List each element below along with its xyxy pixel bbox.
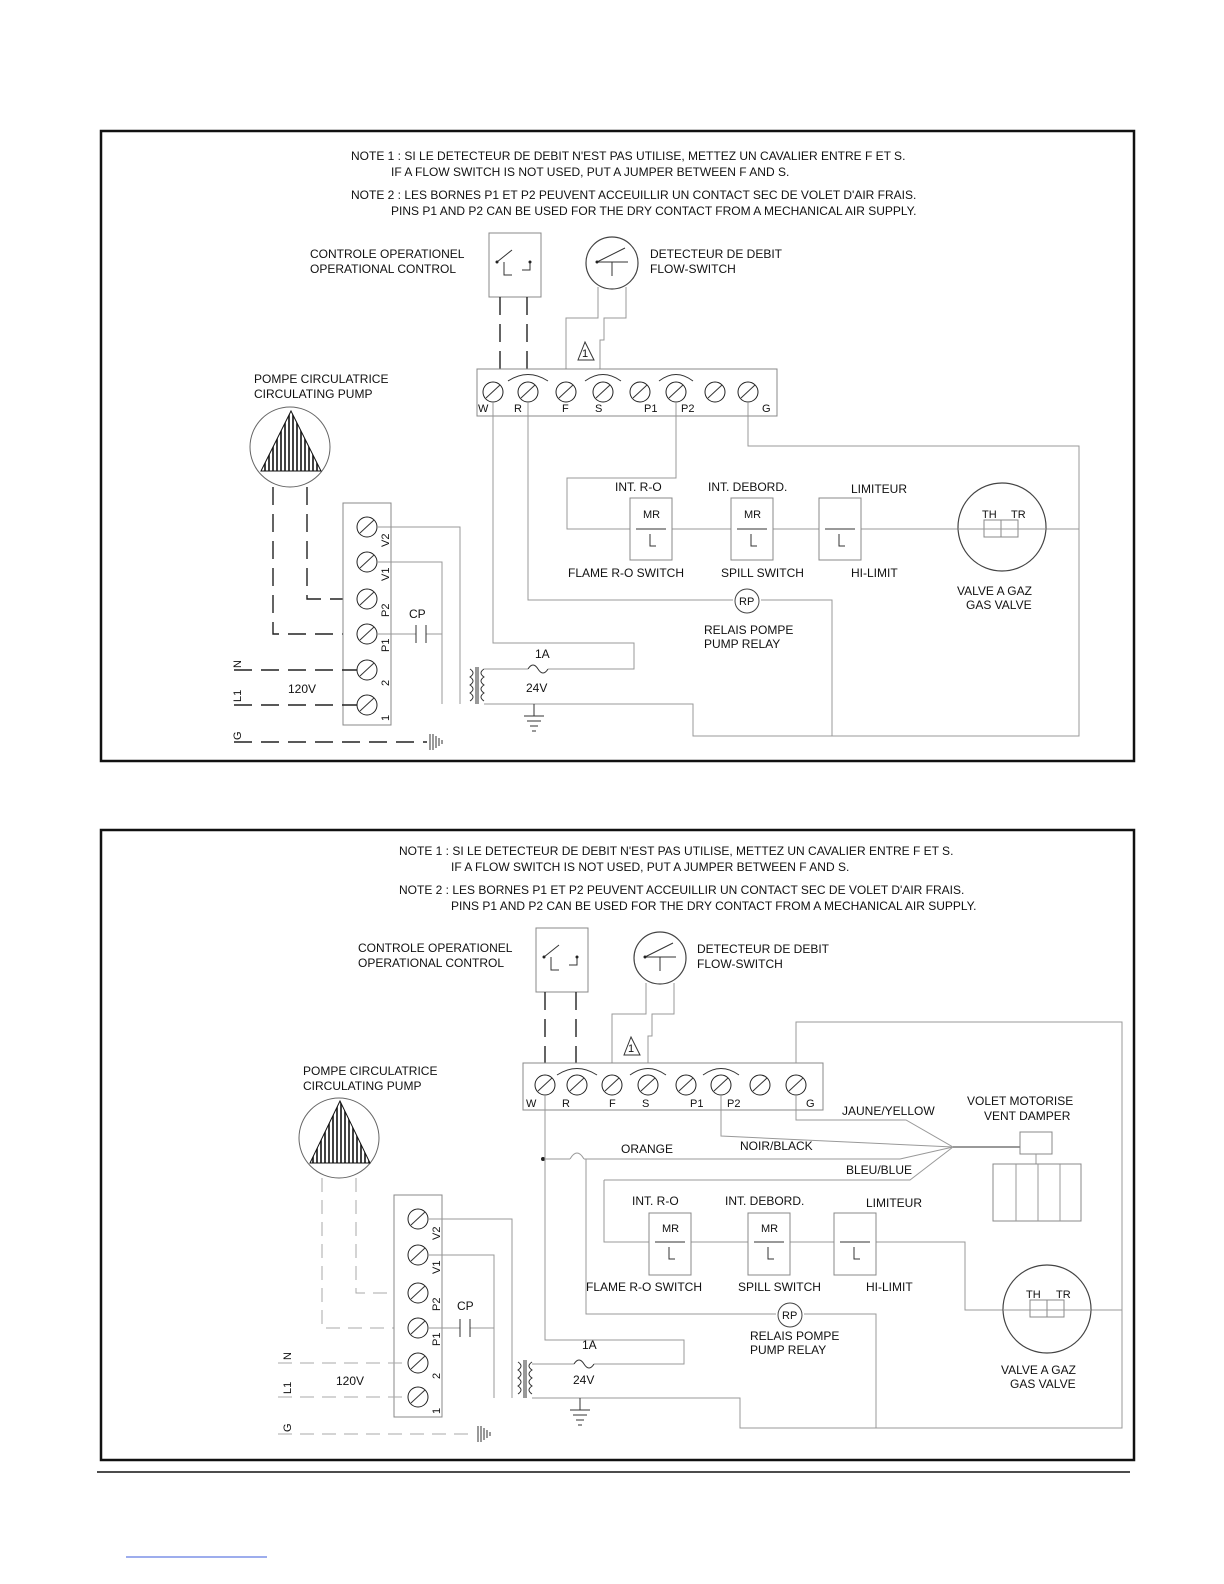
- pump-relay-label-fr: RELAIS POMPE: [750, 1329, 840, 1343]
- svg-text:V1: V1: [380, 567, 392, 581]
- control-transformer: [470, 667, 484, 704]
- svg-text:P2: P2: [380, 603, 392, 617]
- line-voltage-label: 120V: [336, 1374, 365, 1388]
- terminal-r-label: R: [514, 403, 522, 415]
- line-voltage-label: 120V: [288, 682, 317, 696]
- svg-text:1: 1: [431, 1407, 443, 1414]
- terminal-r-label: R: [562, 1098, 570, 1110]
- flow-switch-label-fr: DETECTEUR DE DEBIT: [650, 247, 783, 261]
- line-l1-label: L1: [282, 1381, 294, 1394]
- note-1-french: NOTE 1 : SI LE DETECTEUR DE DEBIT N'EST PAS UTILISE, METTEZ UN CAVALIER ENTRE F ET S.: [351, 149, 906, 163]
- diagram-frame: [101, 830, 1134, 1460]
- line-voltage-terminal-strip: [394, 1195, 443, 1417]
- svg-text:2: 2: [431, 1372, 443, 1379]
- flame-rollout-switch: [630, 498, 672, 560]
- spill-switch: [731, 498, 773, 560]
- flame-rollout-switch: [649, 1213, 691, 1275]
- gas-valve-symbol: [958, 483, 1046, 571]
- terminal-w-label: W: [478, 403, 489, 415]
- fuse-symbol: [574, 1360, 594, 1368]
- limiteur-label: LIMITEUR: [851, 482, 908, 496]
- high-limit-switch: [834, 1213, 876, 1275]
- int-ro-label: INT. R-O: [615, 480, 662, 494]
- cp-label: CP: [457, 1299, 474, 1313]
- pump-label-fr: POMPE CIRCULATRICE: [254, 372, 389, 386]
- svg-text:MR: MR: [643, 509, 661, 521]
- svg-text:1: 1: [582, 348, 589, 360]
- earth-ground-symbol: [430, 734, 442, 750]
- terminal-p2-label: P2: [681, 403, 695, 415]
- int-debord-label: INT. DEBORD.: [708, 480, 788, 494]
- int-ro-label: INT. R-O: [632, 1194, 679, 1208]
- gas-valve-label-fr: VALVE A GAZ: [957, 584, 1032, 598]
- fuse-label: 1A: [582, 1338, 597, 1352]
- note-2-french: NOTE 2 : LES BORNES P1 ET P2 PEUVENT ACCEUILLIR UN CONTACT SEC DE VOLET D'AIR FRAIS.: [351, 188, 917, 202]
- note-1-triangle-marker: [578, 342, 594, 360]
- terminal-f-label: F: [562, 403, 569, 415]
- svg-text:P1: P1: [431, 1332, 443, 1346]
- secondary-return-wire: [532, 1398, 876, 1428]
- spill-switch-label: SPILL SWITCH: [721, 566, 804, 580]
- yellow-wire-label: JAUNE/YELLOW: [842, 1104, 935, 1118]
- flow-switch-label-en: FLOW-SWITCH: [697, 957, 783, 971]
- svg-text:1: 1: [628, 1043, 635, 1055]
- pump-dashed-wires: [322, 1178, 406, 1328]
- spill-switch: [748, 1213, 790, 1275]
- limiteur-label: LIMITEUR: [866, 1196, 923, 1210]
- chassis-ground-symbol: [570, 1398, 590, 1425]
- svg-text:P2: P2: [431, 1297, 443, 1311]
- flame-ro-switch-label: FLAME R-O SWITCH: [586, 1280, 702, 1294]
- svg-text:MR: MR: [744, 509, 762, 521]
- wiring-diagram-vent-damper: [101, 830, 1134, 1460]
- vent-damper-label-en: VENT DAMPER: [984, 1109, 1071, 1123]
- orange-wire-label: ORANGE: [621, 1142, 674, 1156]
- svg-text:V2: V2: [380, 533, 392, 547]
- svg-text:V1: V1: [431, 1260, 443, 1274]
- operational-control-label-en: OPERATIONAL CONTROL: [358, 956, 505, 970]
- operational-control-label-en: OPERATIONAL CONTROL: [310, 262, 457, 276]
- run-capacitor: [416, 625, 426, 643]
- circulating-pump-symbol: [299, 1098, 379, 1178]
- hi-limit-label: HI-LIMIT: [851, 566, 898, 580]
- pump-relay-label-fr: RELAIS POMPE: [704, 623, 794, 637]
- vent-damper-label-fr: VOLET MOTORISE: [967, 1094, 1074, 1108]
- line-l1-label: L1: [232, 689, 244, 702]
- control-dashed-wires: [500, 297, 527, 380]
- chassis-ground-symbol: [524, 704, 544, 731]
- note-1-english: IF A FLOW SWITCH IS NOT USED, PUT A JUMPER BETWEEN F AND S.: [391, 165, 790, 179]
- secondary-voltage-label: 24V: [573, 1373, 595, 1387]
- operational-control-label-fr: CONTROLE OPERATIONEL: [310, 247, 465, 261]
- terminal-p2-label: P2: [727, 1098, 741, 1110]
- low-voltage-terminal-block: [523, 1063, 823, 1110]
- pump-relay-label-en: PUMP RELAY: [750, 1343, 827, 1357]
- earth-ground-symbol: [478, 1426, 490, 1442]
- pump-label-en: CIRCULATING PUMP: [303, 1079, 422, 1093]
- black-wire-label: NOIR/BLACK: [740, 1139, 813, 1153]
- flow-switch-symbol: [586, 237, 638, 289]
- note-1-english: IF A FLOW SWITCH IS NOT USED, PUT A JUMPER BETWEEN F AND S.: [451, 860, 850, 874]
- high-limit-switch: [819, 498, 861, 560]
- note-2-french: NOTE 2 : LES BORNES P1 ET P2 PEUVENT ACCEUILLIR UN CONTACT SEC DE VOLET D'AIR FRAIS.: [399, 883, 965, 897]
- gas-valve-symbol: [1003, 1265, 1091, 1353]
- line-n-label: N: [232, 660, 244, 668]
- wire-crossover: [570, 1153, 584, 1159]
- operational-control-label-fr: CONTROLE OPERATIONEL: [358, 941, 513, 955]
- fuse-symbol: [528, 665, 548, 673]
- terminal-g-label: G: [806, 1098, 815, 1110]
- svg-text:2: 2: [380, 679, 392, 686]
- gas-valve-label-en: GAS VALVE: [1010, 1377, 1076, 1391]
- int-debord-label: INT. DEBORD.: [725, 1194, 805, 1208]
- spill-switch-label: SPILL SWITCH: [738, 1280, 821, 1294]
- terminal-s-label: S: [595, 403, 603, 415]
- note-2-english: PINS P1 AND P2 CAN BE USED FOR THE DRY CONTACT FROM A MECHANICAL AIR SUPPLY.: [451, 899, 977, 913]
- svg-text:P1: P1: [380, 638, 392, 652]
- cp-label: CP: [409, 607, 426, 621]
- note-1-triangle-marker: [624, 1037, 640, 1055]
- terminal-p1-label: P1: [690, 1098, 704, 1110]
- pump-relay-label-en: PUMP RELAY: [704, 637, 781, 651]
- svg-text:V2: V2: [431, 1226, 443, 1240]
- svg-text:RP: RP: [739, 596, 755, 608]
- pump-relay-coil: [778, 1303, 802, 1327]
- flame-ro-switch-label: FLAME R-O SWITCH: [568, 566, 684, 580]
- low-voltage-terminal-block: [477, 369, 777, 416]
- flow-switch-label-fr: DETECTEUR DE DEBIT: [697, 942, 830, 956]
- gas-valve-label-fr: VALVE A GAZ: [1001, 1363, 1076, 1377]
- wiring-diagram-standard: [101, 131, 1134, 761]
- svg-text:MR: MR: [761, 1223, 779, 1235]
- w-to-fuse-wire: [493, 403, 634, 669]
- hi-limit-label: HI-LIMIT: [866, 1280, 913, 1294]
- terminal-p1-label: P1: [644, 403, 658, 415]
- svg-text:RP: RP: [782, 1310, 798, 1322]
- operational-control-switch: [489, 233, 541, 297]
- note-1-french: NOTE 1 : SI LE DETECTEUR DE DEBIT N'EST PAS UTILISE, METTEZ UN CAVALIER ENTRE F ET S.: [399, 844, 954, 858]
- line-n-label: N: [282, 1352, 294, 1360]
- th-label: TH: [982, 509, 997, 521]
- blue-wire-label: BLEU/BLUE: [846, 1163, 913, 1177]
- svg-text:1: 1: [380, 714, 392, 721]
- operational-control-switch: [536, 928, 588, 992]
- tr-label: TR: [1011, 509, 1026, 521]
- line-voltage-terminal-strip: [343, 503, 392, 725]
- note-2-english: PINS P1 AND P2 CAN BE USED FOR THE DRY CONTACT FROM A MECHANICAL AIR SUPPLY.: [391, 204, 917, 218]
- svg-text:MR: MR: [662, 1223, 680, 1235]
- wire-junction-dot: [541, 1157, 545, 1161]
- terminal-s-label: S: [642, 1098, 650, 1110]
- pump-label-en: CIRCULATING PUMP: [254, 387, 373, 401]
- secondary-voltage-label: 24V: [526, 681, 548, 695]
- pump-relay-coil: [735, 589, 759, 613]
- control-transformer: [518, 1360, 532, 1398]
- line-g-label: G: [282, 1423, 294, 1432]
- terminal-w-label: W: [526, 1098, 537, 1110]
- flow-switch-label-en: FLOW-SWITCH: [650, 262, 736, 276]
- flow-switch-symbol: [634, 932, 686, 984]
- circulating-pump-symbol: [250, 407, 330, 487]
- fuse-label: 1A: [535, 647, 550, 661]
- run-capacitor: [460, 1319, 470, 1337]
- terminal-g-label: G: [762, 403, 771, 415]
- line-g-label: G: [232, 731, 244, 740]
- gas-valve-label-en: GAS VALVE: [966, 598, 1032, 612]
- th-label: TH: [1026, 1289, 1041, 1301]
- terminal-f-label: F: [609, 1098, 616, 1110]
- tr-label: TR: [1056, 1289, 1071, 1301]
- pump-label-fr: POMPE CIRCULATRICE: [303, 1064, 438, 1078]
- vent-damper-symbol: [953, 1132, 1081, 1221]
